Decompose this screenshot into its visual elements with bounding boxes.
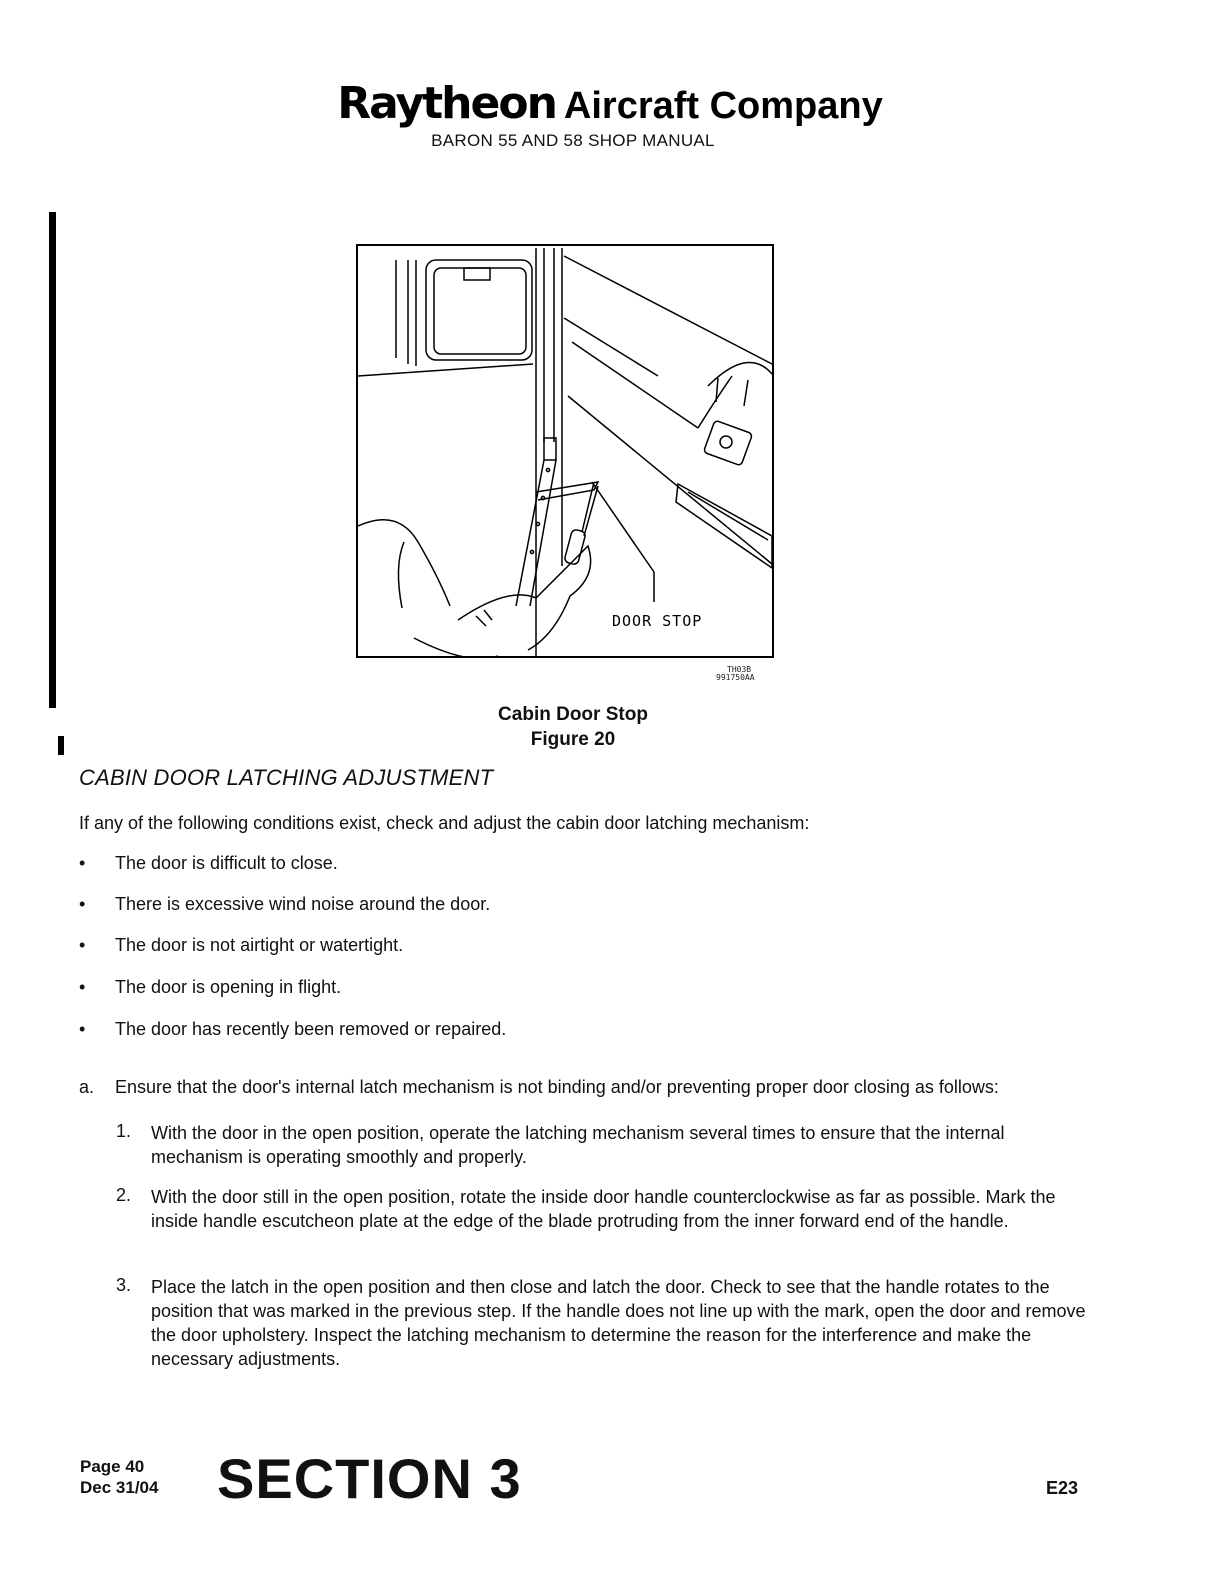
window-latch xyxy=(464,268,490,280)
company-name: Aircraft Company xyxy=(563,85,883,127)
drawing-code-line: TH03B xyxy=(727,665,752,674)
window-inner xyxy=(434,268,526,354)
door-stop-illustration xyxy=(358,246,772,656)
list-item-text: The door is opening in flight. xyxy=(115,977,342,997)
bullet-icon: • xyxy=(79,977,86,997)
substep-text: With the door in the open position, operate the latching mechanism several times to ensure that the internal mechanism is operating smoothly and properly. xyxy=(151,1123,1005,1167)
step-text: Ensure that the door's internal latch mechanism is not binding and/or preventing proper door closing as follows: xyxy=(115,1077,999,1097)
bullet-icon: • xyxy=(79,1019,86,1039)
figure-caption-title: Cabin Door Stop xyxy=(498,704,648,725)
latch-plate xyxy=(703,420,752,466)
cabin-door-stop-figure xyxy=(356,244,774,658)
step-label: a. xyxy=(79,1077,95,1097)
substep-text: With the door still in the open position, rotate the inside door handle counterclockwise as far as possible. Mark the inside handle escutcheon plate at the edge of the blade protruding from the inner forward end of the handle. xyxy=(151,1187,1056,1231)
manual-title: BARON 55 AND 58 SHOP MANUAL xyxy=(431,131,715,150)
list-item-text: The door has recently been removed or repaired. xyxy=(115,1019,507,1039)
window-panel xyxy=(426,260,532,360)
door-stop-bracket xyxy=(536,482,598,500)
revision-date: Dec 31/04 xyxy=(80,1478,159,1497)
drawing-code-line: 991750AA xyxy=(716,673,755,682)
intro-paragraph: If any of the following conditions exist, check and adjust the cabin door latching mechanism: xyxy=(79,813,810,833)
door-stop-callout: DOOR STOP xyxy=(612,612,703,630)
list-item-text: There is excessive wind noise around the door. xyxy=(115,894,491,914)
drawing-code xyxy=(716,666,755,682)
substep-label: 1. xyxy=(116,1121,132,1141)
section-heading: CABIN DOOR LATCHING ADJUSTMENT xyxy=(79,765,494,790)
figure-caption-number: Figure 20 xyxy=(530,729,616,750)
substep-text: Place the latch in the open position and then close and latch the door. Check to see that the handle rotates to the position that was marked in the previous step. If the handle does not line up with the mark, open the door and remove the door upholstery. Inspect the latching mechanism to determine the reason for the interference and make the necessary adjustments. xyxy=(151,1277,1086,1369)
latch-knob xyxy=(720,436,732,448)
substep-label: 2. xyxy=(116,1185,132,1205)
page-number: Page 40 xyxy=(80,1457,145,1476)
list-item-text: The door is difficult to close. xyxy=(115,853,338,873)
bullet-icon: • xyxy=(79,853,86,873)
bullet-icon: • xyxy=(79,935,86,955)
mechanic-arm xyxy=(358,520,450,606)
bullet-icon: • xyxy=(79,894,86,914)
company-header xyxy=(0,78,1220,129)
page-footer-info xyxy=(80,1456,158,1498)
change-bar xyxy=(49,212,56,708)
list-item-text: The door is not airtight or watertight. xyxy=(115,935,404,955)
revision-code: E23 xyxy=(1046,1478,1079,1498)
raytheon-logo: Raytheon xyxy=(337,78,556,129)
section-label: SECTION 3 xyxy=(217,1447,522,1510)
substep-label: 3. xyxy=(116,1275,132,1295)
